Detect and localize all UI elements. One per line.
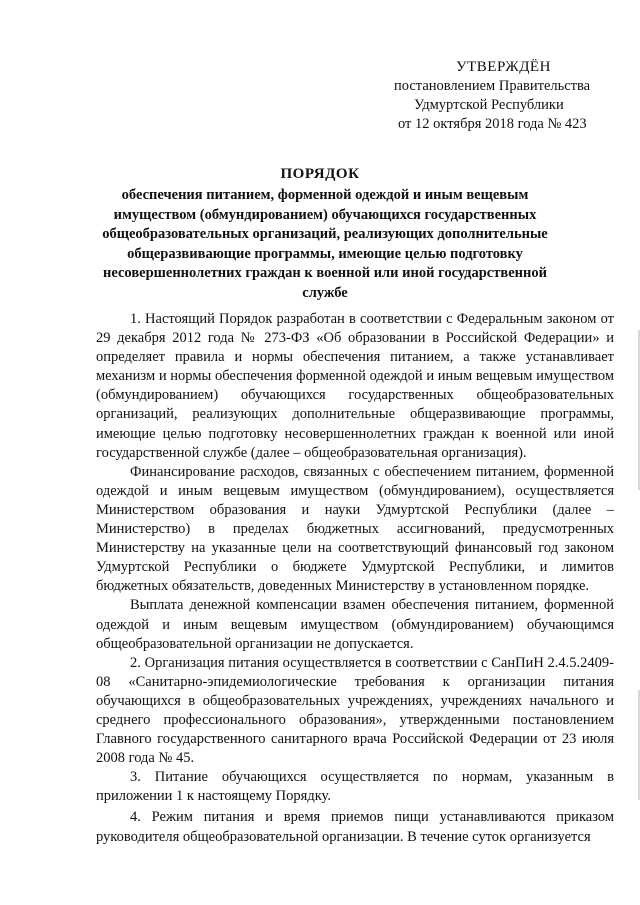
approval-title: УТВЕРЖДЁН [456,59,551,75]
paragraph: Финансирование расходов, связанных с обеспечением питанием, форменной одеждой и иным вещевым имуществом (обмундированием), осуществляется Министерством образования и науки Удмуртской Республики (далее – Министерство) в пределах бюджетных ассигнований, предусмотренных Министерству на указанные цели на соответствующий финансовый год законом Удмуртской Республики о бюджете Удмуртской Республики, и лимитов бюджетных обязательств, доведенных Министерству в установленном порядке. [96,463,614,595]
paragraph: 2. Организация питания осуществляется в соответствии с СанПиН 2.4.5.2409-08 «Санитарно-эпидемиологические требования к организации питания обучающихся в общеобразовательных учреждениях, учреждениях начального и среднего профессионального образования», утвержденными постановлением Главного государственного санитарного врача Российской Федерации от 23 июля 2008 года № 45. [96,654,614,767]
document-subtitle: обеспечения питанием, форменной одеждой и иным вещевым имуществом (обмундированием) обучающихся государственных общеобразовательных организаций, реализующих дополнительные общеразвивающие программы, имеющие целью подготовку несовершеннолетних граждан к военной или иной государственной службе [102,187,548,301]
approval-line: Удмуртской Республики [414,97,564,113]
approval-stamp [388,58,618,134]
paragraph: Выплата денежной компенсации взамен обеспечения питанием, форменной одеждой и иным вещевым имуществом (обмундированием) обучающимся общеобразовательной организации не допускается. [96,597,614,652]
paragraph: 4. Режим питания и время приемов пищи устанавливаются приказом руководителя общеобразовательной организации. В течение суток организуется [96,809,614,845]
paragraph: 3. Питание обучающихся осуществляется по нормам, указанным в приложении 1 к настоящему Порядку. [96,769,614,805]
paragraph: 1. Настоящий Порядок разработан в соответствии с Федеральным законом от 29 декабря 2012 года № 273-ФЗ «Об образовании в Российской Федерации» и определяет правила и нормы обеспечения питанием, а также устанавливает механизм и нормы обеспечения форменной одеждой и иным вещевым имуществом (обмундированием) обучающихся государственных общеобразовательных организаций, реализующих дополнительные общеразвивающие программы, имеющие целью подготовку несовершеннолетних граждан к военной или иной государственной службе (далее – общеобразовательная организация). [96,311,614,461]
document-title: ПОРЯДОК [280,166,360,182]
document-body [96,310,614,847]
approval-line: от 12 октября 2018 года № 423 [398,116,587,132]
approval-line: постановлением Правительства [394,78,591,94]
